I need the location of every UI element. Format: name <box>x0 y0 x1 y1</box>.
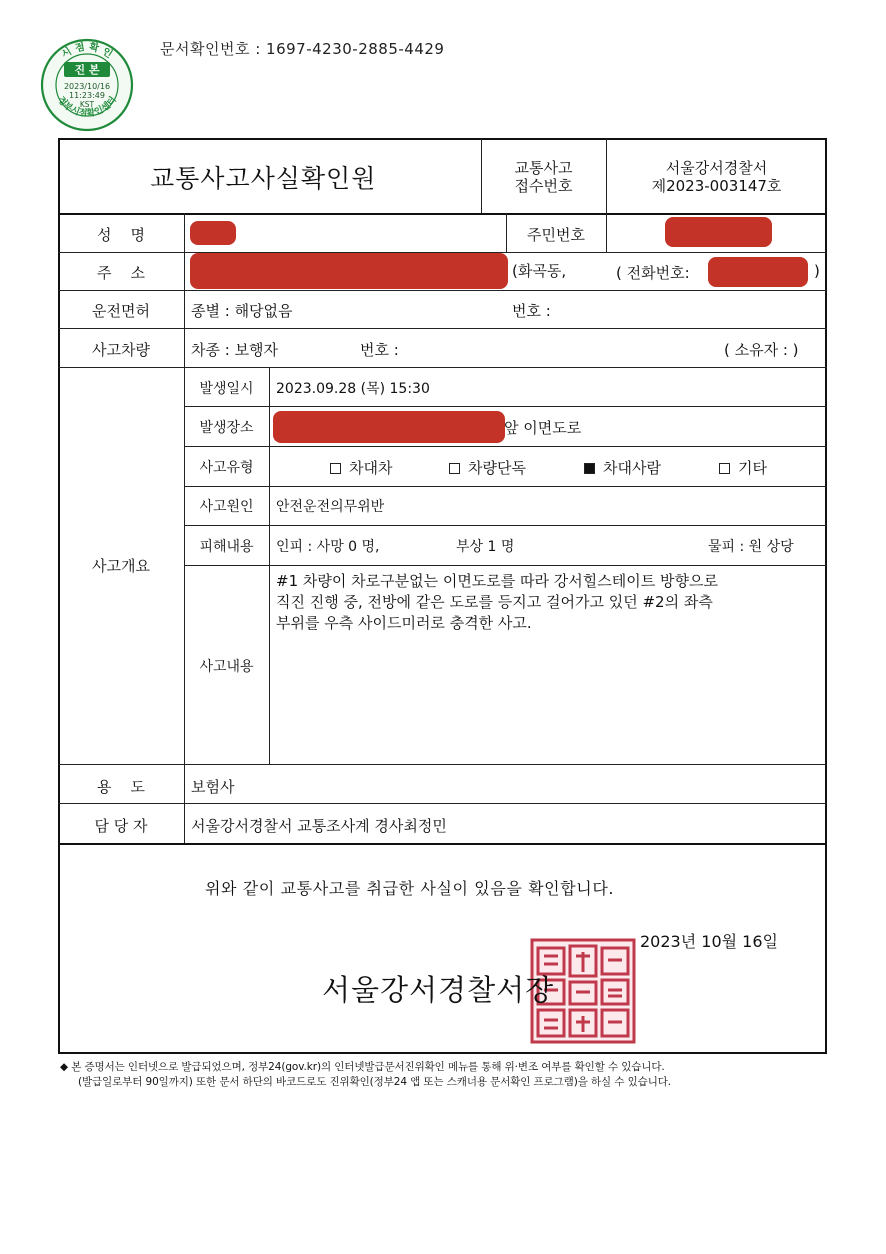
address-district: (화곡동, <box>512 262 567 280</box>
usage-value: 보험사 <box>191 778 235 796</box>
type-option-car-person: 차대사람 <box>584 457 661 478</box>
usage-label: 용 도 <box>96 778 146 796</box>
license-number: 번호 : <box>512 302 551 320</box>
summary-label: 사고개요 <box>92 557 150 575</box>
cause-label: 사고원인 <box>199 499 254 515</box>
address-label: 주 소 <box>96 264 146 282</box>
vehicle-type: 차종 : 보행자 <box>191 341 279 359</box>
phone-label: ( 전화번호: <box>616 264 690 282</box>
license-type: 종별 : 해당없음 <box>191 302 293 320</box>
content-line-2: 직진 진행 중, 전방에 같은 도로를 등지고 걸어가고 있던 #2의 좌측 <box>276 593 713 611</box>
accident-place: 앞 이면도로 <box>504 419 582 437</box>
checkbox-icon <box>719 463 730 474</box>
type-option-other: 기타 <box>719 457 767 478</box>
redacted-place <box>273 411 505 443</box>
license-label: 운전면허 <box>92 302 150 320</box>
seal-center-text: 진 본 <box>74 63 100 77</box>
casualty-deaths: 인피 : 사망 0 명, <box>276 539 380 555</box>
vehicle-owner: ( 소유자 : ) <box>724 341 799 359</box>
phone-close: ) <box>814 262 820 280</box>
type-label: 사고유형 <box>199 460 254 476</box>
damage-label: 피해내용 <box>199 539 254 555</box>
redacted-phone <box>708 257 808 287</box>
type-option-car-car: 차대차 <box>330 457 392 478</box>
rrn-label: 주민번호 <box>527 226 585 244</box>
issue-date: 2023년 10월 16일 <box>640 932 778 951</box>
name-label: 성 명 <box>96 226 146 244</box>
confirmation-statement: 위와 같이 교통사고를 취급한 사실이 있음을 확인합니다. <box>205 879 615 898</box>
checkbox-checked-icon <box>584 463 595 474</box>
content-label: 사고내용 <box>199 659 254 675</box>
place-label: 발생장소 <box>199 420 254 436</box>
officer-label: 담 당 자 <box>94 817 148 835</box>
type-option-single: 차량단독 <box>449 457 526 478</box>
accident-datetime: 2023.09.28 (목) 15:30 <box>276 381 430 397</box>
vehicle-number: 번호 : <box>360 341 399 359</box>
seal-bottom-text: 정부시점확인센터 <box>55 95 119 120</box>
receipt-number: 제2023-003147호 <box>651 177 782 195</box>
accident-cause: 안전운전의무위반 <box>276 499 385 515</box>
seal-date: 2023/10/16 <box>63 82 111 91</box>
police-office: 서울강서경찰서 <box>665 159 768 177</box>
datetime-label: 발생일시 <box>199 381 254 397</box>
officer-value: 서울강서경찰서 교통조사계 경사최정민 <box>191 817 447 835</box>
notice-line-2: (발급일로부터 90일까지) 또한 문서 하단의 바코드로도 진위확인(정부24 앱 또는 스캐너용 문서확인 프로그램)을 하실 수 있습니다. <box>78 1076 672 1088</box>
document-number: 문서확인번호 : 1697-4230-2885-4429 <box>160 40 445 58</box>
content-line-3: 부위를 우측 사이드미러로 충격한 사고. <box>276 614 532 632</box>
seal-tz: KST <box>79 100 95 109</box>
property-damage: 물피 : 원 상당 <box>708 539 794 555</box>
seal-top-text: 시 점 확 인 <box>59 41 115 61</box>
vehicle-label: 사고차량 <box>92 341 150 359</box>
receipt-label-1: 교통사고 <box>514 159 573 177</box>
redacted-address <box>190 253 508 289</box>
seal-time: 11:23:49 <box>69 91 105 100</box>
content-line-1: #1 차량이 차로구분없는 이면도로를 따라 강서힐스테이트 방향으로 <box>276 572 718 590</box>
receipt-label-2: 접수번호 <box>514 177 573 195</box>
redacted-rrn <box>665 217 772 247</box>
casualty-injuries: 부상 1 명 <box>456 539 515 555</box>
form-title: 교통사고사실확인원 <box>150 164 377 193</box>
redacted-name <box>190 221 236 245</box>
notice-line-1: ◆ 본 증명서는 인터넷으로 발급되었으며, 정부24(gov.kr)의 인터넷발급문서진위확인 메뉴를 통해 위·변조 여부를 확인할 수 있습니다. <box>60 1061 665 1073</box>
verification-seal <box>40 38 134 132</box>
issuer-title: 서울강서경찰서장 <box>322 973 555 1007</box>
checkbox-icon <box>330 463 341 474</box>
checkbox-icon <box>449 463 460 474</box>
